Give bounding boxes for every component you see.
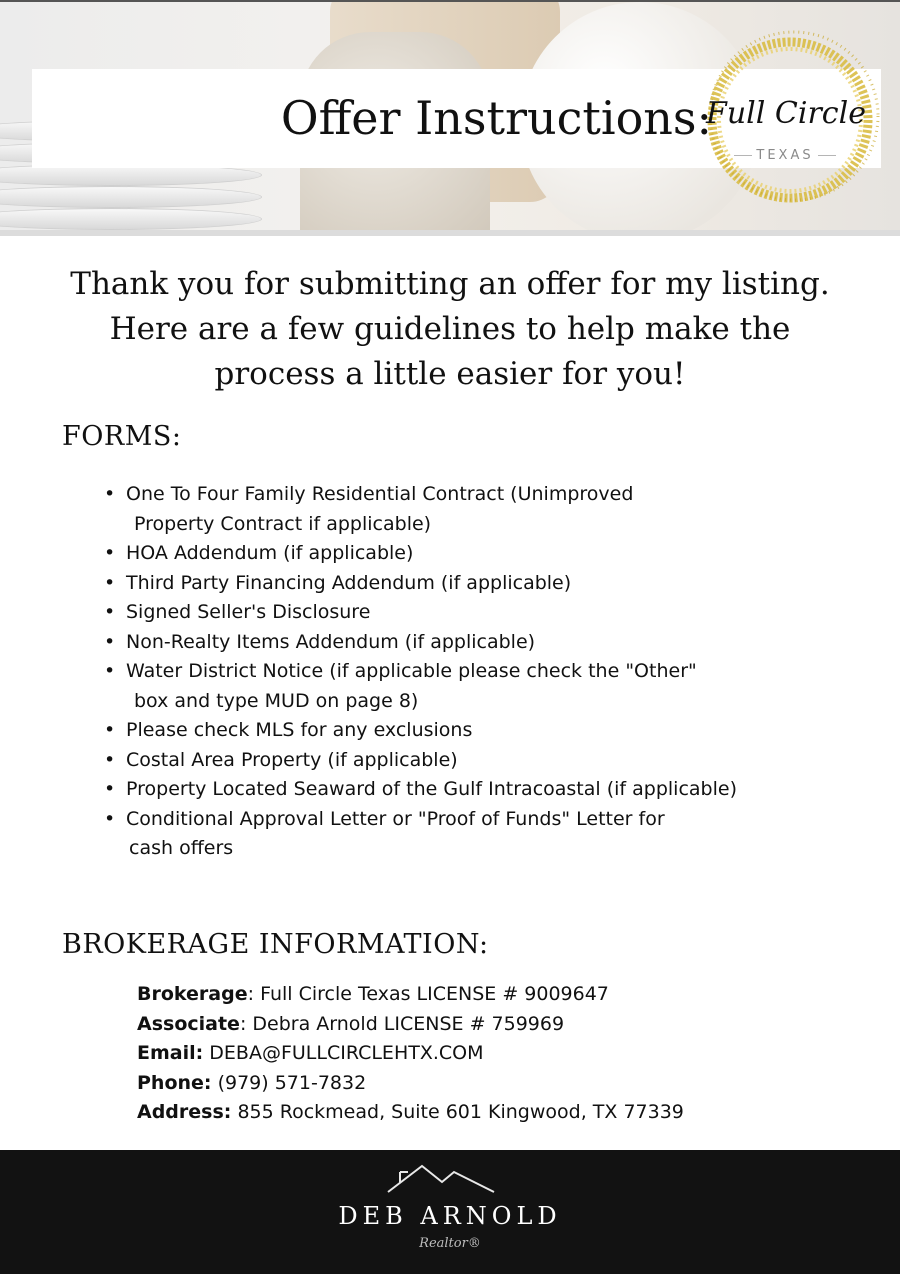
house-roof-icon (386, 1162, 496, 1196)
list-item (102, 716, 802, 746)
footer-name: DEB ARNOLD (338, 1202, 562, 1230)
list-item-text: Third Party Financing Addendum (if applicable) (126, 571, 572, 594)
footer (0, 1150, 900, 1274)
intro-message (40, 262, 860, 397)
field-value: Full Circle Texas LICENSE # 9009647 (260, 983, 609, 1005)
list-item (102, 657, 802, 716)
brokerage-row (137, 980, 837, 1010)
list-item-text: Water District Notice (if applicable please check the "Other" (126, 660, 697, 682)
table-surface (0, 230, 900, 236)
intro-line: Here are a few guidelines to help make the (109, 311, 791, 347)
field-label: Address: (137, 1101, 232, 1123)
list-item (102, 569, 802, 599)
list-item-text: Signed Seller's Disclosure (126, 601, 371, 623)
intro-line: process a little easier for you! (214, 356, 686, 392)
list-item (102, 805, 802, 864)
list-item-text: Non-Realty Items Addendum (if applicable) (126, 630, 536, 653)
field-label: Associate (137, 1012, 240, 1035)
page-title: Offer Instructions: (280, 91, 712, 145)
list-item-text-cont: box and type MUD on page 8) (134, 689, 419, 712)
brokerage-info (137, 980, 837, 1128)
field-label: Brokerage (137, 983, 248, 1005)
phone-row (137, 1069, 837, 1099)
plate-decor (0, 208, 262, 230)
field-label: Phone: (137, 1071, 212, 1094)
associate-row (137, 1010, 837, 1040)
forms-heading: FORMS: (62, 421, 182, 452)
field-separator: : (247, 983, 261, 1005)
field-value: Debra Arnold LICENSE # 759969 (252, 1012, 565, 1035)
list-item (102, 539, 802, 569)
brokerage-heading: BROKERAGE INFORMATION: (62, 929, 489, 960)
list-item-text: Property Located Seaward of the Gulf Intracoastal (if applicable) (126, 778, 737, 800)
field-value: DEBA@FULLCIRCLEHTX.COM (209, 1042, 484, 1064)
field-separator: : (239, 1012, 253, 1035)
field-value: (979) 571-7832 (217, 1071, 367, 1094)
intro-line: Thank you for submitting an offer for my listing. (70, 266, 830, 302)
list-item-text: Costal Area Property (if applicable) (126, 748, 458, 771)
plate-decor (0, 186, 262, 208)
list-item-text: One To Four Family Residential Contract (Unimproved (126, 483, 634, 505)
list-item (102, 746, 802, 776)
list-item (102, 628, 802, 658)
field-value: 855 Rockmead, Suite 601 Kingwood, TX 77339 (237, 1101, 684, 1123)
field-label: Email: (137, 1042, 204, 1064)
logo-subtitle: TEXAS (720, 148, 850, 163)
address-row (137, 1098, 837, 1128)
list-item-text-cont: cash offers (129, 837, 234, 859)
list-item (102, 598, 802, 628)
email-row (137, 1039, 837, 1069)
list-item (102, 480, 802, 539)
list-item-text: HOA Addendum (if applicable) (126, 542, 414, 564)
footer-role: Realtor® (419, 1236, 481, 1251)
list-item-text: Please check MLS for any exclusions (126, 719, 473, 741)
list-item-text: Conditional Approval Letter or "Proof of Funds" Letter for (126, 807, 665, 830)
forms-list (102, 480, 802, 864)
logo-script-text: Full Circle (706, 96, 866, 131)
list-item (102, 775, 802, 805)
list-item-text-cont: Property Contract if applicable) (134, 512, 432, 535)
